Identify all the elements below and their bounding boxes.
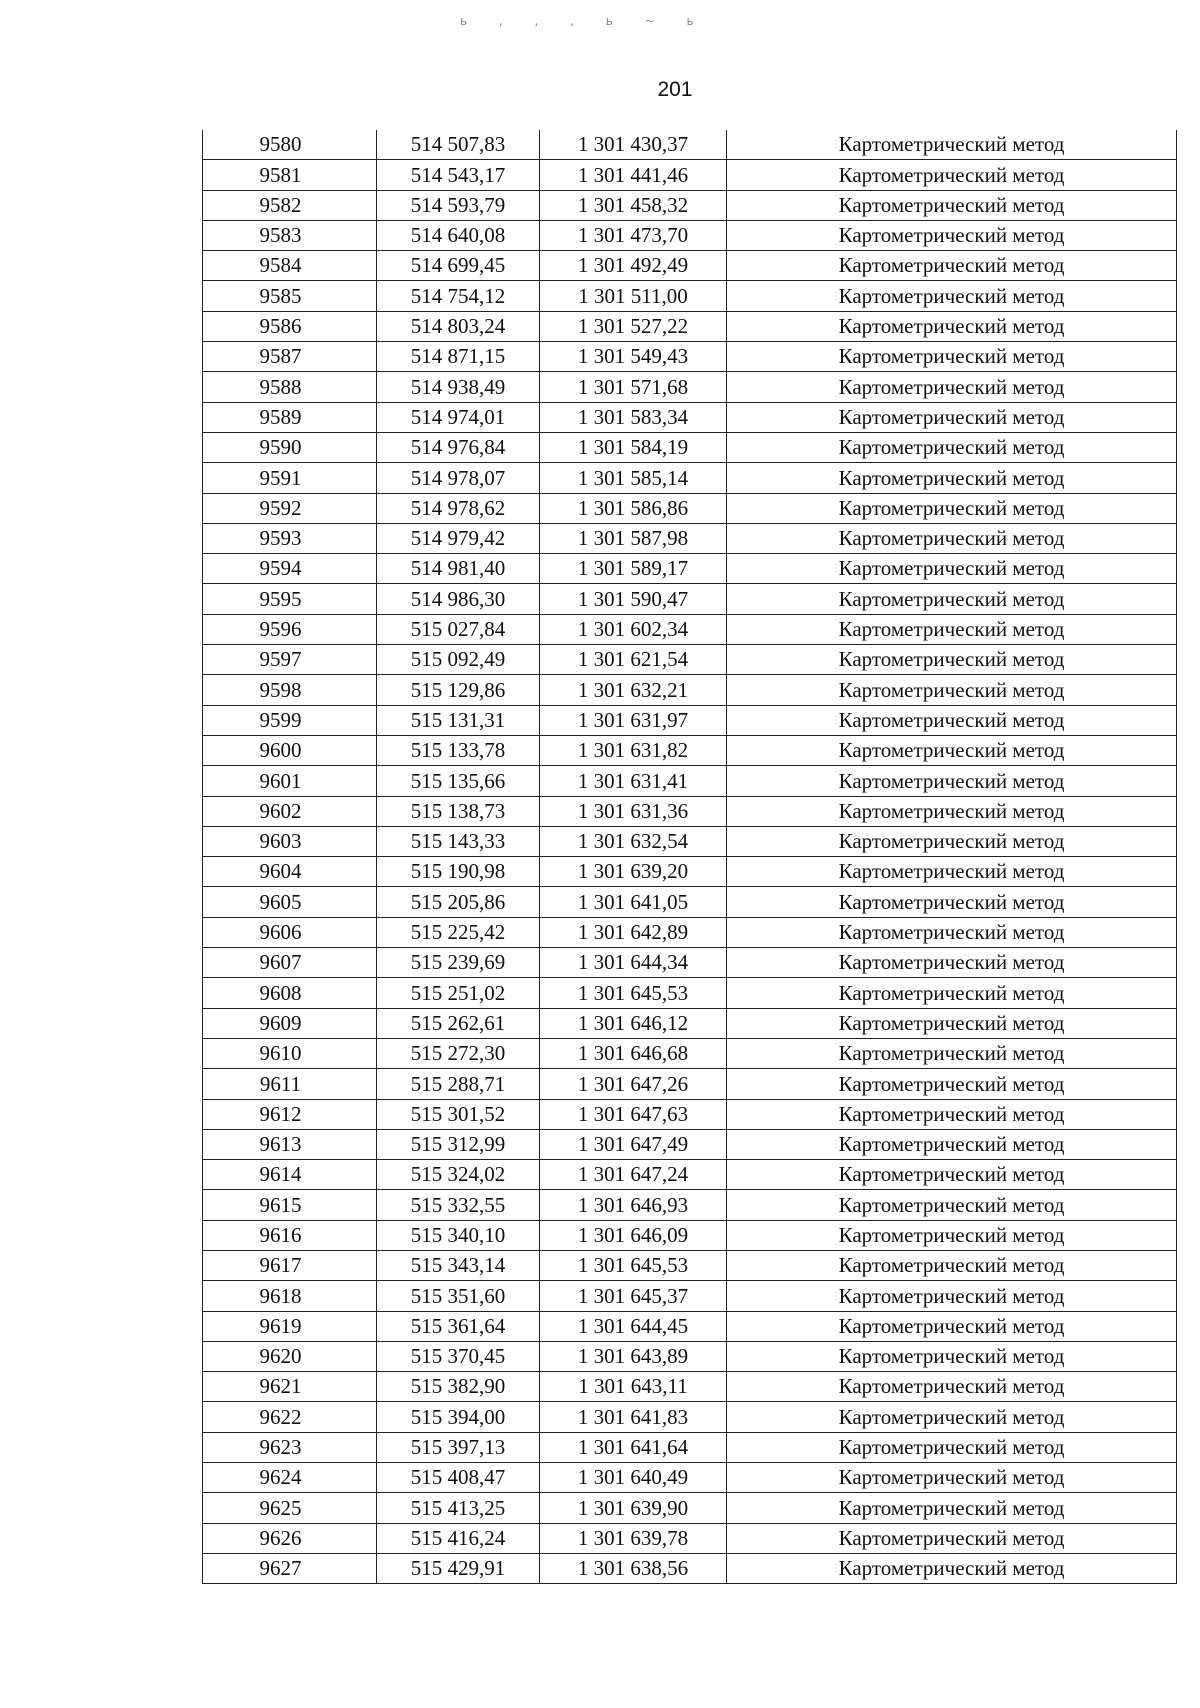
y-coordinate-cell: 1 301 645,53 bbox=[540, 978, 727, 1008]
method-cell: Картометрический метод bbox=[727, 1069, 1177, 1099]
x-coordinate-cell: 515 324,02 bbox=[377, 1160, 540, 1190]
y-coordinate-cell: 1 301 571,68 bbox=[540, 372, 727, 402]
x-coordinate-cell: 514 803,24 bbox=[377, 311, 540, 341]
method-cell: Картометрический метод bbox=[727, 493, 1177, 523]
table-row bbox=[203, 463, 1177, 493]
x-coordinate-cell: 515 382,90 bbox=[377, 1372, 540, 1402]
method-cell: Картометрический метод bbox=[727, 1553, 1177, 1583]
table-row bbox=[203, 917, 1177, 947]
method-cell: Картометрический метод bbox=[727, 1432, 1177, 1462]
point-number-cell: 9591 bbox=[203, 463, 377, 493]
x-coordinate-cell: 515 394,00 bbox=[377, 1402, 540, 1432]
point-number-cell: 9622 bbox=[203, 1402, 377, 1432]
table-row bbox=[203, 554, 1177, 584]
method-cell: Картометрический метод bbox=[727, 705, 1177, 735]
table-row bbox=[203, 1129, 1177, 1159]
point-number-cell: 9608 bbox=[203, 978, 377, 1008]
table-row bbox=[203, 1372, 1177, 1402]
y-coordinate-cell: 1 301 549,43 bbox=[540, 342, 727, 372]
method-cell: Картометрический метод bbox=[727, 1402, 1177, 1432]
y-coordinate-cell: 1 301 590,47 bbox=[540, 584, 727, 614]
x-coordinate-cell: 515 272,30 bbox=[377, 1038, 540, 1068]
y-coordinate-cell: 1 301 527,22 bbox=[540, 311, 727, 341]
method-cell: Картометрический метод bbox=[727, 1372, 1177, 1402]
point-number-cell: 9621 bbox=[203, 1372, 377, 1402]
method-cell: Картометрический метод bbox=[727, 463, 1177, 493]
table-row bbox=[203, 796, 1177, 826]
method-cell: Картометрический метод bbox=[727, 614, 1177, 644]
point-number-cell: 9611 bbox=[203, 1069, 377, 1099]
table-row bbox=[203, 1281, 1177, 1311]
method-cell: Картометрический метод bbox=[727, 887, 1177, 917]
table-row bbox=[203, 1341, 1177, 1371]
table-row bbox=[203, 1402, 1177, 1432]
method-cell: Картометрический метод bbox=[727, 826, 1177, 856]
x-coordinate-cell: 515 092,49 bbox=[377, 645, 540, 675]
point-number-cell: 9592 bbox=[203, 493, 377, 523]
method-cell: Картометрический метод bbox=[727, 1463, 1177, 1493]
point-number-cell: 9604 bbox=[203, 857, 377, 887]
point-number-cell: 9615 bbox=[203, 1190, 377, 1220]
method-cell: Картометрический метод bbox=[727, 1038, 1177, 1068]
method-cell: Картометрический метод bbox=[727, 1281, 1177, 1311]
method-cell: Картометрический метод bbox=[727, 1250, 1177, 1280]
page-number: 201 bbox=[657, 78, 693, 101]
x-coordinate-cell: 515 135,66 bbox=[377, 766, 540, 796]
x-coordinate-cell: 515 429,91 bbox=[377, 1553, 540, 1583]
x-coordinate-cell: 515 138,73 bbox=[377, 796, 540, 826]
y-coordinate-cell: 1 301 646,68 bbox=[540, 1038, 727, 1068]
table-row bbox=[203, 887, 1177, 917]
x-coordinate-cell: 515 288,71 bbox=[377, 1069, 540, 1099]
y-coordinate-cell: 1 301 631,36 bbox=[540, 796, 727, 826]
table-row bbox=[203, 311, 1177, 341]
method-cell: Картометрический метод bbox=[727, 766, 1177, 796]
x-coordinate-cell: 514 543,17 bbox=[377, 160, 540, 190]
method-cell: Картометрический метод bbox=[727, 917, 1177, 947]
point-number-cell: 9614 bbox=[203, 1160, 377, 1190]
x-coordinate-cell: 515 332,55 bbox=[377, 1190, 540, 1220]
x-coordinate-cell: 515 408,47 bbox=[377, 1463, 540, 1493]
y-coordinate-cell: 1 301 492,49 bbox=[540, 251, 727, 281]
table-row bbox=[203, 1190, 1177, 1220]
x-coordinate-cell: 515 413,25 bbox=[377, 1493, 540, 1523]
table-row bbox=[203, 281, 1177, 311]
point-number-cell: 9593 bbox=[203, 523, 377, 553]
coordinates-table bbox=[202, 130, 1177, 1584]
coordinates-table-body bbox=[203, 130, 1177, 1584]
x-coordinate-cell: 514 981,40 bbox=[377, 554, 540, 584]
method-cell: Картометрический метод bbox=[727, 1523, 1177, 1553]
x-coordinate-cell: 514 978,62 bbox=[377, 493, 540, 523]
y-coordinate-cell: 1 301 583,34 bbox=[540, 402, 727, 432]
scan-artifact-marks: ь , , , ь ~ ь bbox=[460, 14, 708, 28]
x-coordinate-cell: 514 699,45 bbox=[377, 251, 540, 281]
point-number-cell: 9588 bbox=[203, 372, 377, 402]
y-coordinate-cell: 1 301 647,49 bbox=[540, 1129, 727, 1159]
method-cell: Картометрический метод bbox=[727, 1493, 1177, 1523]
method-cell: Картометрический метод bbox=[727, 857, 1177, 887]
point-number-cell: 9627 bbox=[203, 1553, 377, 1583]
x-coordinate-cell: 515 129,86 bbox=[377, 675, 540, 705]
y-coordinate-cell: 1 301 602,34 bbox=[540, 614, 727, 644]
y-coordinate-cell: 1 301 645,37 bbox=[540, 1281, 727, 1311]
table-row bbox=[203, 1220, 1177, 1250]
table-row bbox=[203, 493, 1177, 523]
x-coordinate-cell: 515 262,61 bbox=[377, 1008, 540, 1038]
y-coordinate-cell: 1 301 632,21 bbox=[540, 675, 727, 705]
method-cell: Картометрический метод bbox=[727, 402, 1177, 432]
method-cell: Картометрический метод bbox=[727, 251, 1177, 281]
y-coordinate-cell: 1 301 458,32 bbox=[540, 190, 727, 220]
y-coordinate-cell: 1 301 638,56 bbox=[540, 1553, 727, 1583]
y-coordinate-cell: 1 301 631,82 bbox=[540, 735, 727, 765]
method-cell: Картометрический метод bbox=[727, 220, 1177, 250]
x-coordinate-cell: 515 251,02 bbox=[377, 978, 540, 1008]
x-coordinate-cell: 515 225,42 bbox=[377, 917, 540, 947]
point-number-cell: 9625 bbox=[203, 1493, 377, 1523]
table-row bbox=[203, 1493, 1177, 1523]
x-coordinate-cell: 515 205,86 bbox=[377, 887, 540, 917]
point-number-cell: 9620 bbox=[203, 1341, 377, 1371]
point-number-cell: 9626 bbox=[203, 1523, 377, 1553]
point-number-cell: 9605 bbox=[203, 887, 377, 917]
method-cell: Картометрический метод bbox=[727, 1341, 1177, 1371]
y-coordinate-cell: 1 301 645,53 bbox=[540, 1250, 727, 1280]
y-coordinate-cell: 1 301 621,54 bbox=[540, 645, 727, 675]
table-row bbox=[203, 523, 1177, 553]
y-coordinate-cell: 1 301 589,17 bbox=[540, 554, 727, 584]
method-cell: Картометрический метод bbox=[727, 1160, 1177, 1190]
table-row bbox=[203, 342, 1177, 372]
method-cell: Картометрический метод bbox=[727, 372, 1177, 402]
x-coordinate-cell: 514 979,42 bbox=[377, 523, 540, 553]
x-coordinate-cell: 515 351,60 bbox=[377, 1281, 540, 1311]
table-row bbox=[203, 614, 1177, 644]
y-coordinate-cell: 1 301 647,24 bbox=[540, 1160, 727, 1190]
point-number-cell: 9587 bbox=[203, 342, 377, 372]
x-coordinate-cell: 515 301,52 bbox=[377, 1099, 540, 1129]
y-coordinate-cell: 1 301 586,86 bbox=[540, 493, 727, 523]
method-cell: Картометрический метод bbox=[727, 1008, 1177, 1038]
y-coordinate-cell: 1 301 631,41 bbox=[540, 766, 727, 796]
x-coordinate-cell: 515 027,84 bbox=[377, 614, 540, 644]
point-number-cell: 9609 bbox=[203, 1008, 377, 1038]
point-number-cell: 9610 bbox=[203, 1038, 377, 1068]
y-coordinate-cell: 1 301 584,19 bbox=[540, 432, 727, 462]
x-coordinate-cell: 515 340,10 bbox=[377, 1220, 540, 1250]
point-number-cell: 9600 bbox=[203, 735, 377, 765]
y-coordinate-cell: 1 301 643,11 bbox=[540, 1372, 727, 1402]
method-cell: Картометрический метод bbox=[727, 554, 1177, 584]
point-number-cell: 9594 bbox=[203, 554, 377, 584]
point-number-cell: 9590 bbox=[203, 432, 377, 462]
point-number-cell: 9589 bbox=[203, 402, 377, 432]
table-row bbox=[203, 220, 1177, 250]
point-number-cell: 9582 bbox=[203, 190, 377, 220]
point-number-cell: 9603 bbox=[203, 826, 377, 856]
table-row bbox=[203, 948, 1177, 978]
method-cell: Картометрический метод bbox=[727, 342, 1177, 372]
method-cell: Картометрический метод bbox=[727, 948, 1177, 978]
x-coordinate-cell: 515 190,98 bbox=[377, 857, 540, 887]
point-number-cell: 9584 bbox=[203, 251, 377, 281]
point-number-cell: 9596 bbox=[203, 614, 377, 644]
x-coordinate-cell: 515 343,14 bbox=[377, 1250, 540, 1280]
y-coordinate-cell: 1 301 646,09 bbox=[540, 1220, 727, 1250]
method-cell: Картометрический метод bbox=[727, 1099, 1177, 1129]
y-coordinate-cell: 1 301 511,00 bbox=[540, 281, 727, 311]
x-coordinate-cell: 515 370,45 bbox=[377, 1341, 540, 1371]
table-row bbox=[203, 1008, 1177, 1038]
point-number-cell: 9602 bbox=[203, 796, 377, 826]
table-row bbox=[203, 1250, 1177, 1280]
method-cell: Картометрический метод bbox=[727, 311, 1177, 341]
method-cell: Картометрический метод bbox=[727, 160, 1177, 190]
y-coordinate-cell: 1 301 430,37 bbox=[540, 130, 727, 160]
method-cell: Картометрический метод bbox=[727, 130, 1177, 160]
method-cell: Картометрический метод bbox=[727, 190, 1177, 220]
table-row bbox=[203, 1311, 1177, 1341]
point-number-cell: 9606 bbox=[203, 917, 377, 947]
table-row bbox=[203, 372, 1177, 402]
x-coordinate-cell: 514 978,07 bbox=[377, 463, 540, 493]
point-number-cell: 9586 bbox=[203, 311, 377, 341]
point-number-cell: 9595 bbox=[203, 584, 377, 614]
method-cell: Картометрический метод bbox=[727, 978, 1177, 1008]
y-coordinate-cell: 1 301 643,89 bbox=[540, 1341, 727, 1371]
table-row bbox=[203, 1523, 1177, 1553]
x-coordinate-cell: 514 871,15 bbox=[377, 342, 540, 372]
table-row bbox=[203, 1553, 1177, 1583]
y-coordinate-cell: 1 301 644,45 bbox=[540, 1311, 727, 1341]
point-number-cell: 9598 bbox=[203, 675, 377, 705]
point-number-cell: 9581 bbox=[203, 160, 377, 190]
y-coordinate-cell: 1 301 639,78 bbox=[540, 1523, 727, 1553]
x-coordinate-cell: 515 239,69 bbox=[377, 948, 540, 978]
method-cell: Картометрический метод bbox=[727, 796, 1177, 826]
table-row bbox=[203, 645, 1177, 675]
x-coordinate-cell: 514 507,83 bbox=[377, 130, 540, 160]
table-row bbox=[203, 1463, 1177, 1493]
x-coordinate-cell: 515 133,78 bbox=[377, 735, 540, 765]
x-coordinate-cell: 514 938,49 bbox=[377, 372, 540, 402]
y-coordinate-cell: 1 301 640,49 bbox=[540, 1463, 727, 1493]
point-number-cell: 9616 bbox=[203, 1220, 377, 1250]
method-cell: Картометрический метод bbox=[727, 675, 1177, 705]
y-coordinate-cell: 1 301 641,05 bbox=[540, 887, 727, 917]
x-coordinate-cell: 514 986,30 bbox=[377, 584, 540, 614]
method-cell: Картометрический метод bbox=[727, 1190, 1177, 1220]
x-coordinate-cell: 514 754,12 bbox=[377, 281, 540, 311]
point-number-cell: 9607 bbox=[203, 948, 377, 978]
point-number-cell: 9580 bbox=[203, 130, 377, 160]
method-cell: Картометрический метод bbox=[727, 1311, 1177, 1341]
y-coordinate-cell: 1 301 639,90 bbox=[540, 1493, 727, 1523]
table-row bbox=[203, 130, 1177, 160]
table-row bbox=[203, 1432, 1177, 1462]
table-row bbox=[203, 675, 1177, 705]
x-coordinate-cell: 515 397,13 bbox=[377, 1432, 540, 1462]
table-row bbox=[203, 735, 1177, 765]
x-coordinate-cell: 514 640,08 bbox=[377, 220, 540, 250]
y-coordinate-cell: 1 301 642,89 bbox=[540, 917, 727, 947]
x-coordinate-cell: 515 131,31 bbox=[377, 705, 540, 735]
point-number-cell: 9583 bbox=[203, 220, 377, 250]
y-coordinate-cell: 1 301 585,14 bbox=[540, 463, 727, 493]
y-coordinate-cell: 1 301 647,26 bbox=[540, 1069, 727, 1099]
method-cell: Картометрический метод bbox=[727, 645, 1177, 675]
method-cell: Картометрический метод bbox=[727, 281, 1177, 311]
point-number-cell: 9597 bbox=[203, 645, 377, 675]
y-coordinate-cell: 1 301 646,93 bbox=[540, 1190, 727, 1220]
point-number-cell: 9618 bbox=[203, 1281, 377, 1311]
x-coordinate-cell: 514 593,79 bbox=[377, 190, 540, 220]
y-coordinate-cell: 1 301 632,54 bbox=[540, 826, 727, 856]
y-coordinate-cell: 1 301 587,98 bbox=[540, 523, 727, 553]
table-row bbox=[203, 826, 1177, 856]
point-number-cell: 9624 bbox=[203, 1463, 377, 1493]
y-coordinate-cell: 1 301 641,64 bbox=[540, 1432, 727, 1462]
table-row bbox=[203, 1038, 1177, 1068]
y-coordinate-cell: 1 301 473,70 bbox=[540, 220, 727, 250]
table-row bbox=[203, 1160, 1177, 1190]
method-cell: Картометрический метод bbox=[727, 523, 1177, 553]
point-number-cell: 9623 bbox=[203, 1432, 377, 1462]
method-cell: Картометрический метод bbox=[727, 584, 1177, 614]
table-row bbox=[203, 160, 1177, 190]
table-row bbox=[203, 978, 1177, 1008]
y-coordinate-cell: 1 301 647,63 bbox=[540, 1099, 727, 1129]
table-row bbox=[203, 1069, 1177, 1099]
point-number-cell: 9619 bbox=[203, 1311, 377, 1341]
y-coordinate-cell: 1 301 641,83 bbox=[540, 1402, 727, 1432]
x-coordinate-cell: 515 361,64 bbox=[377, 1311, 540, 1341]
table-row bbox=[203, 251, 1177, 281]
point-number-cell: 9612 bbox=[203, 1099, 377, 1129]
table-row bbox=[203, 584, 1177, 614]
x-coordinate-cell: 514 976,84 bbox=[377, 432, 540, 462]
point-number-cell: 9585 bbox=[203, 281, 377, 311]
point-number-cell: 9599 bbox=[203, 705, 377, 735]
method-cell: Картометрический метод bbox=[727, 735, 1177, 765]
y-coordinate-cell: 1 301 646,12 bbox=[540, 1008, 727, 1038]
table-row bbox=[203, 1099, 1177, 1129]
y-coordinate-cell: 1 301 644,34 bbox=[540, 948, 727, 978]
table-row bbox=[203, 705, 1177, 735]
method-cell: Картометрический метод bbox=[727, 1129, 1177, 1159]
x-coordinate-cell: 514 974,01 bbox=[377, 402, 540, 432]
x-coordinate-cell: 515 143,33 bbox=[377, 826, 540, 856]
method-cell: Картометрический метод bbox=[727, 1220, 1177, 1250]
table-row bbox=[203, 402, 1177, 432]
y-coordinate-cell: 1 301 631,97 bbox=[540, 705, 727, 735]
method-cell: Картометрический метод bbox=[727, 432, 1177, 462]
point-number-cell: 9613 bbox=[203, 1129, 377, 1159]
x-coordinate-cell: 515 312,99 bbox=[377, 1129, 540, 1159]
x-coordinate-cell: 515 416,24 bbox=[377, 1523, 540, 1553]
point-number-cell: 9601 bbox=[203, 766, 377, 796]
table-row bbox=[203, 432, 1177, 462]
table-row bbox=[203, 857, 1177, 887]
y-coordinate-cell: 1 301 441,46 bbox=[540, 160, 727, 190]
y-coordinate-cell: 1 301 639,20 bbox=[540, 857, 727, 887]
point-number-cell: 9617 bbox=[203, 1250, 377, 1280]
table-row bbox=[203, 190, 1177, 220]
table-row bbox=[203, 766, 1177, 796]
